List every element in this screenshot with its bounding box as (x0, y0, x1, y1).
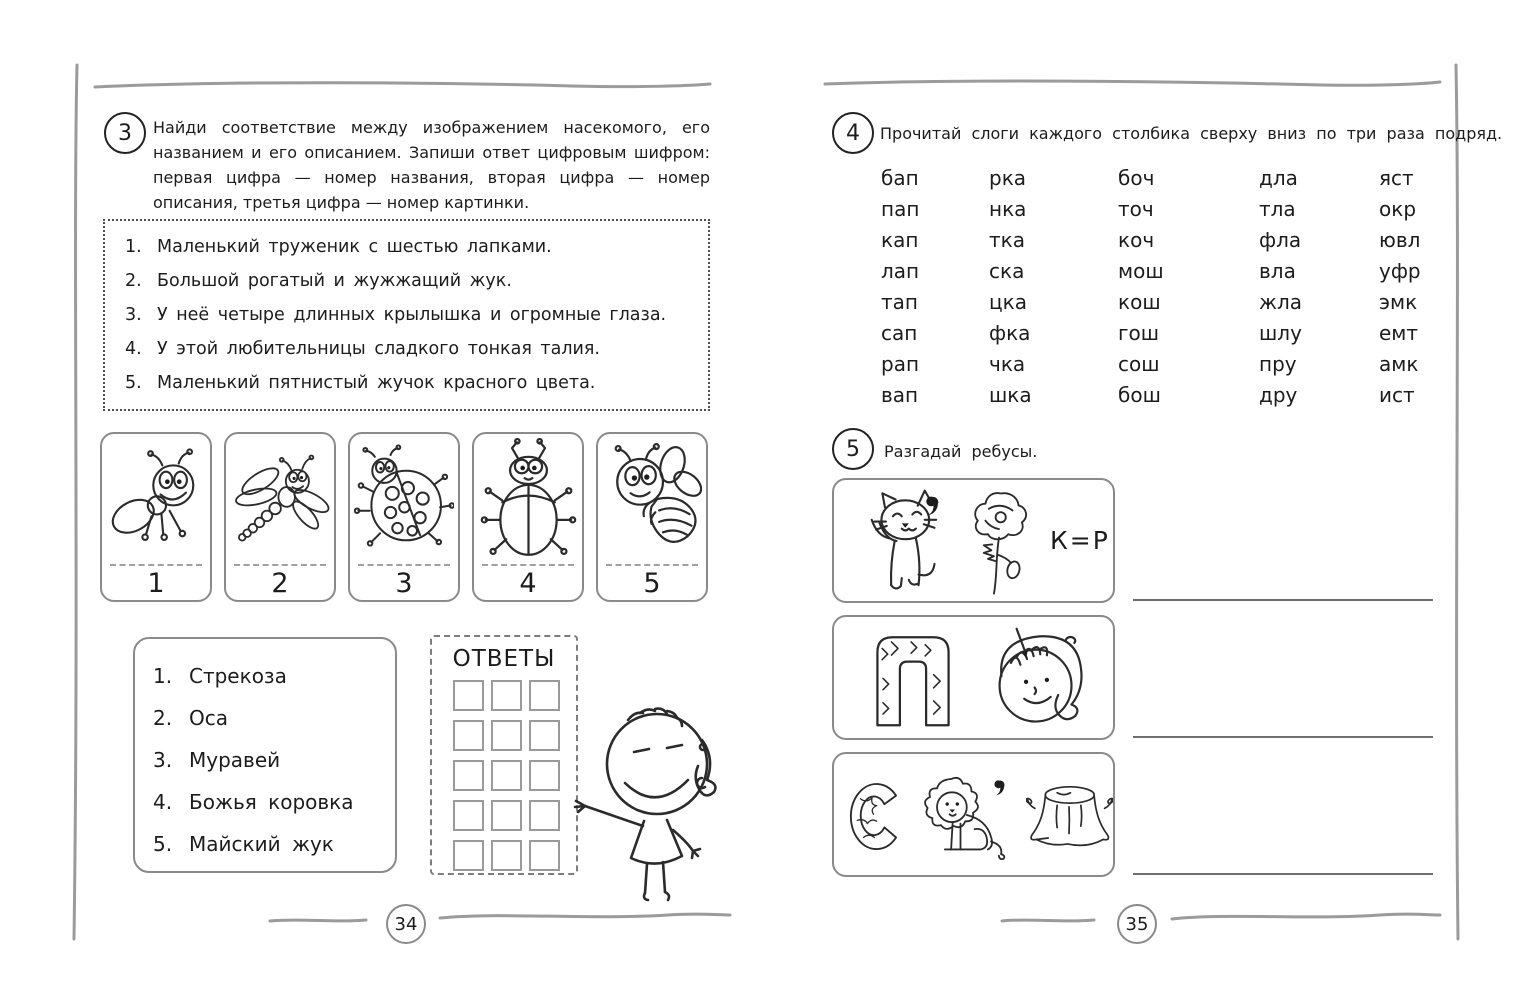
answer-cell[interactable] (491, 800, 522, 831)
syllable: бош (1118, 383, 1161, 407)
item-text: У неё четыре длинных крылышка и огромные глаза. (157, 305, 667, 325)
item-text: Большой рогатый и жужжащий жук. (157, 271, 512, 291)
answer-cell[interactable] (491, 840, 522, 871)
item-number: 1. (125, 237, 142, 257)
name-item (153, 697, 395, 739)
syllable-column-1 (881, 163, 919, 411)
syllable: пап (881, 197, 920, 221)
descriptions-box (103, 219, 710, 411)
answer-cell[interactable] (529, 680, 560, 711)
syllable: тка (989, 228, 1025, 252)
answers-grid (432, 680, 576, 871)
answer-cell[interactable] (453, 680, 484, 711)
syllable: яст (1379, 166, 1414, 190)
syllable: шлу (1259, 321, 1302, 345)
task3-number-circle (104, 112, 146, 154)
lion-icon (912, 765, 1015, 865)
name-item (153, 739, 395, 781)
left-page-top-line (92, 78, 714, 94)
right-page-top-line (822, 76, 1444, 92)
item-text: Божья коровка (189, 790, 354, 814)
syllable-column-5 (1379, 163, 1421, 411)
syllable: вап (881, 383, 919, 407)
syllable: рап (881, 352, 920, 376)
syllable: коч (1118, 228, 1155, 252)
page-number-text: 35 (1125, 913, 1149, 935)
beetle-icon (474, 434, 582, 564)
task4-text: Прочитай слоги каждого столбика сверху вниз по три раза подряд. (880, 124, 1503, 143)
letter-p-icon (864, 626, 962, 729)
name-item (153, 781, 395, 823)
item-text: Оса (189, 706, 228, 730)
syllable: дла (1259, 166, 1298, 190)
answer-cell[interactable] (453, 800, 484, 831)
card-dragonfly (224, 432, 336, 602)
rebus-3 (832, 752, 1115, 877)
task3-number: 3 (118, 120, 132, 146)
description-item (125, 332, 694, 366)
task3-text: Найди соответствие между изображением насекомого, его названием и его описанием. Запиши ответ цифровым шифром: первая цифра — номер названия, вторая цифра — номер описания, третья цифра — номер картинки. (153, 118, 710, 212)
name-item (153, 823, 395, 865)
description-item (125, 264, 694, 298)
answer-cell[interactable] (491, 760, 522, 791)
item-number: 4. (153, 790, 173, 814)
answer-cell[interactable] (529, 800, 560, 831)
rebus-3-answer-line[interactable] (1133, 873, 1433, 875)
item-number: 2. (153, 706, 173, 730)
answer-cell[interactable] (453, 760, 484, 791)
pointing-girl-illustration (572, 690, 740, 905)
card-number: 3 (395, 567, 413, 599)
syllable: гош (1118, 321, 1160, 345)
task4-number-circle (832, 112, 874, 154)
syllable: уфр (1379, 259, 1421, 283)
right-footer-line-short (1000, 916, 1096, 926)
item-number: 3. (153, 748, 173, 772)
syllable: нка (989, 197, 1027, 221)
syllable: тла (1259, 197, 1296, 221)
rebus-1-hint: К=Р (1050, 526, 1110, 555)
card-number: 4 (519, 567, 537, 599)
item-text: Майский жук (189, 832, 334, 856)
item-text: У этой любительницы сладкого тонкая талия. (157, 339, 600, 359)
name-item (153, 655, 395, 697)
card-number: 5 (643, 567, 661, 599)
card-ant (100, 432, 212, 602)
card-ladybug (348, 432, 460, 602)
ladybug-icon (350, 434, 458, 564)
item-number: 4. (125, 339, 142, 359)
answer-cell[interactable] (453, 840, 484, 871)
syllable: фла (1259, 228, 1302, 252)
answer-cell[interactable] (491, 720, 522, 751)
answer-cell[interactable] (453, 720, 484, 751)
syllable: жла (1259, 290, 1303, 314)
syllable-grid (881, 163, 1437, 413)
syllable-column-2 (989, 163, 1032, 411)
rebus-1 (832, 478, 1115, 603)
right-footer-line-long (1170, 910, 1442, 924)
left-footer-line-long (438, 910, 732, 924)
card-beetle (472, 432, 584, 602)
syllable: сош (1118, 352, 1160, 376)
rebus-1-answer-line[interactable] (1133, 599, 1433, 601)
page-number-text: 34 (394, 913, 418, 935)
syllable: шка (989, 383, 1032, 407)
syllable: мош (1118, 259, 1164, 283)
syllable-column-4 (1259, 163, 1302, 411)
syllable-column-3 (1118, 163, 1164, 411)
answers-box (430, 635, 578, 875)
syllable: окр (1379, 197, 1417, 221)
syllable: чка (989, 352, 1026, 376)
syllable: тап (881, 290, 918, 314)
syllable: фка (989, 321, 1031, 345)
syllable: вла (1259, 259, 1296, 283)
insect-cards (100, 432, 708, 602)
card-number: 1 (147, 567, 165, 599)
syllable: дру (1259, 383, 1298, 407)
item-number: 5. (125, 373, 142, 393)
page-number-34 (386, 904, 426, 944)
syllable: кап (881, 228, 919, 252)
rebus-2 (832, 615, 1115, 740)
right-page-edge-line (1450, 62, 1464, 942)
syllable: рка (989, 166, 1027, 190)
poppy-icon (962, 485, 1036, 597)
item-number: 5. (153, 832, 173, 856)
syllable: сап (881, 321, 918, 345)
left-page-edge-line (69, 62, 83, 942)
item-text: Маленький пятнистый жучок красного цвета. (157, 373, 596, 393)
ant-icon (102, 434, 210, 564)
syllable: ювл (1379, 228, 1421, 252)
description-item (125, 230, 694, 264)
answer-cell[interactable] (491, 680, 522, 711)
syllable: ска (989, 259, 1025, 283)
item-number: 2. (125, 271, 142, 291)
syllable: пру (1259, 352, 1297, 376)
cat-icon (854, 488, 946, 594)
syllable: цка (989, 290, 1027, 314)
answer-cell[interactable] (529, 720, 560, 751)
task5-number-circle (832, 428, 874, 470)
description-item (125, 366, 694, 400)
card-number: 2 (271, 567, 289, 599)
syllable: боч (1118, 166, 1155, 190)
rebus-2-answer-line[interactable] (1133, 736, 1433, 738)
card-bee (596, 432, 708, 602)
syllable: лап (881, 259, 920, 283)
item-text: Муравей (189, 748, 281, 772)
answer-cell[interactable] (529, 840, 560, 871)
dragonfly-icon (226, 434, 334, 564)
task4-number: 4 (846, 120, 860, 146)
bee-icon (598, 434, 706, 564)
syllable: емт (1379, 321, 1419, 345)
syllable: кош (1118, 290, 1161, 314)
syllable: эмк (1379, 290, 1418, 314)
task5-number: 5 (846, 436, 860, 462)
letter-s-icon (848, 766, 902, 864)
syllable: бап (881, 166, 919, 190)
left-footer-line-short (268, 916, 368, 926)
syllable: амк (1379, 352, 1419, 376)
item-text: Стрекоза (189, 664, 287, 688)
syllable: ист (1379, 383, 1415, 407)
item-number: 3. (125, 305, 142, 325)
description-item (125, 298, 694, 332)
answer-cell[interactable] (529, 760, 560, 791)
item-text: Маленький труженик с шестью лапками. (157, 237, 552, 257)
names-box (133, 637, 397, 873)
girl-head-icon (984, 625, 1106, 731)
task5-text: Разгадай ребусы. (884, 442, 1038, 461)
item-number: 1. (153, 664, 173, 688)
stump-icon (1026, 770, 1114, 860)
page-number-35 (1117, 904, 1157, 944)
syllable: точ (1118, 197, 1154, 221)
answers-title: ОТВЕТЫ (452, 646, 556, 672)
